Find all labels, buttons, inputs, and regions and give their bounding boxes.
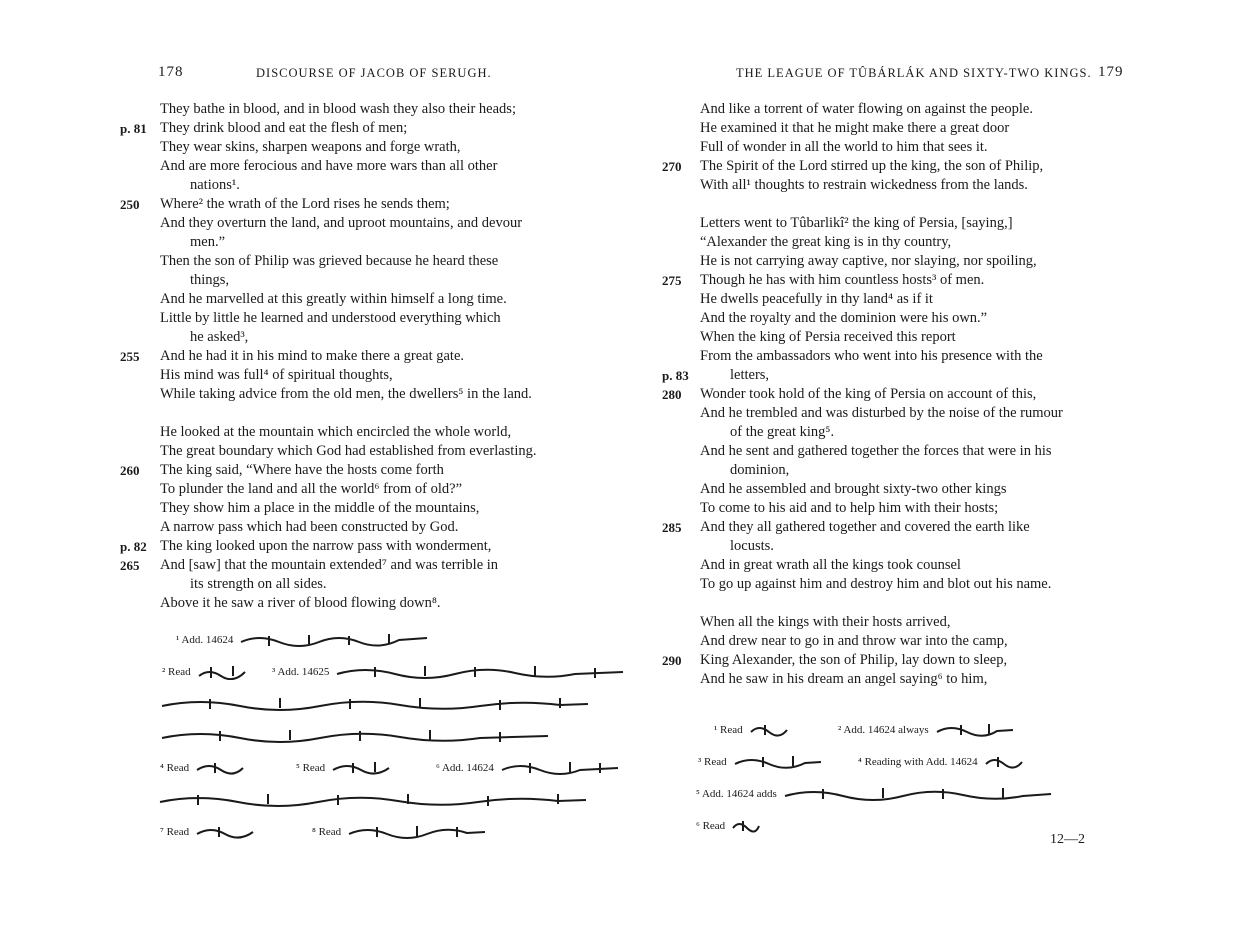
verse-text: King Alexander, the son of Philip, lay down to sleep, (700, 652, 1008, 668)
verse-line (668, 632, 1188, 651)
syriac-text (158, 792, 588, 808)
verse-text: A narrow pass which had been constructed by God. (160, 519, 459, 535)
line-number: p. 81 (120, 121, 147, 136)
right-page-number: 179 (1098, 64, 1124, 80)
footnote: ⁵ Read (296, 754, 391, 782)
syriac-text (195, 824, 255, 840)
verse-line (668, 537, 1188, 556)
verse-line (668, 499, 1188, 518)
syriac-text (160, 696, 590, 712)
verse-text: From the ambassadors who went into his presence with the (700, 348, 1043, 364)
verse-line (668, 100, 1188, 119)
verse-line (120, 328, 640, 347)
footnote: ⁵ Add. 14624 adds (696, 780, 1053, 808)
footnote: ⁸ Read (312, 818, 487, 846)
syriac-text (731, 818, 761, 834)
right-verse-lines (662, 100, 1188, 689)
verse-line (120, 176, 640, 195)
right-page (662, 0, 1188, 952)
line-number: 265 (120, 558, 140, 573)
verse-line (668, 556, 1188, 575)
verse-text: And they all gathered together and covered the earth like (700, 519, 1030, 535)
verse-line (120, 195, 640, 214)
verse-line (668, 309, 1188, 328)
stanza-break (668, 195, 1188, 214)
right-page-header (668, 66, 1188, 88)
footnote: ¹ Add. 14624 (176, 626, 429, 654)
syriac-text (347, 824, 487, 840)
left-page (120, 0, 640, 952)
verse-text: To go up against him and destroy him and blot out his name. (700, 576, 1052, 592)
verse-line (120, 214, 640, 233)
line-number: 290 (662, 653, 682, 668)
verse-line (120, 537, 640, 556)
verse-text: They bathe in blood, and in blood wash they also their heads; (160, 101, 516, 117)
line-number: p. 83 (662, 368, 689, 383)
verse-line (662, 271, 1188, 290)
footnote: ⁴ Reading with Add. 14624 (858, 748, 1024, 776)
syriac-text (197, 664, 247, 680)
verse-text: Letters went to Tûbarlikî² the king of Persia, [saying,] (700, 215, 1013, 231)
verse-line (668, 613, 1188, 632)
syriac-text (935, 722, 1015, 738)
verse-line (668, 214, 1188, 233)
footnote: ³ Add. 14625 (272, 658, 625, 686)
verse-text: With all¹ thoughts to restrain wickedness from the lands. (700, 177, 1028, 193)
verse-line (668, 442, 1188, 461)
verse-line (120, 461, 640, 480)
footnote: ⁴ Read (160, 754, 245, 782)
verse-line (120, 556, 640, 575)
verse-text: nations¹. (190, 177, 240, 193)
verse-text: And he had it in his mind to make there a great gate. (160, 348, 465, 364)
footnote: ² Add. 14624 always (838, 716, 1015, 744)
right-footnotes (668, 716, 1188, 844)
line-number: p. 82 (120, 539, 147, 554)
verse-text: While taking advice from the old men, the dwellers⁵ in the land. (160, 386, 532, 402)
verse-text: And are more ferocious and have more wars than all other (160, 158, 498, 174)
syriac-text (239, 632, 429, 648)
verse-line (662, 366, 1188, 385)
verse-text: Then the son of Philip was grieved because he heard these (160, 253, 499, 269)
syriac-text (331, 760, 391, 776)
verse-line (120, 442, 640, 461)
verse-line (668, 670, 1188, 689)
footnote: ⁶ Add. 14624 (436, 754, 620, 782)
syriac-text (783, 786, 1053, 802)
verse-line (120, 575, 640, 594)
verse-line (668, 138, 1188, 157)
left-verse-lines (120, 100, 640, 613)
stanza-break (120, 404, 640, 423)
verse-text: They drink blood and eat the flesh of men; (160, 120, 408, 136)
verse-line (668, 480, 1188, 499)
verse-line (668, 347, 1188, 366)
verse-text: And like a torrent of water flowing on against the people. (700, 101, 1033, 117)
verse-text: And he sent and gathered together the forces that were in his (700, 443, 1052, 459)
verse-text: The king said, “Where have the hosts come forth (160, 462, 444, 478)
verse-text: things, (190, 272, 230, 288)
verse-line (120, 290, 640, 309)
verse-line (668, 176, 1188, 195)
verse-text: Full of wonder in all the world to him that sees it. (700, 139, 988, 155)
verse-line (120, 480, 640, 499)
verse-text: men.” (190, 234, 226, 250)
verse-text: He is not carrying away captive, nor slaying, nor spoiling, (700, 253, 1037, 269)
footnote: ² Read (162, 658, 247, 686)
syriac-text (500, 760, 620, 776)
verse-line (668, 423, 1188, 442)
verse-text: of the great king⁵. (730, 424, 835, 440)
line-number: 275 (662, 273, 682, 288)
verse-line (120, 423, 640, 442)
signature-mark: 12—2 (1050, 832, 1085, 847)
verse-text: And he marvelled at this greatly within himself a long time. (160, 291, 507, 307)
verse-text: And he trembled and was disturbed by the noise of the rumour (700, 405, 1063, 421)
syriac-text (335, 664, 625, 680)
verse-line (120, 233, 640, 252)
verse-text: letters, (730, 367, 770, 383)
verse-line (662, 157, 1188, 176)
verse-line (120, 119, 640, 138)
line-number: 270 (662, 159, 682, 174)
verse-text: Above it he saw a river of blood flowing down⁸. (160, 595, 441, 611)
verse-text: The Spirit of the Lord stirred up the king, the son of Philip, (700, 158, 1044, 174)
verse-line (120, 271, 640, 290)
left-footnotes (120, 626, 640, 850)
verse-text: When the king of Persia received this report (700, 329, 956, 345)
left-page-header (120, 66, 640, 88)
verse-line (120, 347, 640, 366)
verse-line (120, 100, 640, 119)
stanza-break (668, 594, 1188, 613)
verse-text: And drew near to go in and throw war into the camp, (700, 633, 1008, 649)
verse-text: The king looked upon the narrow pass with wonderment, (160, 538, 492, 554)
verse-text: When all the kings with their hosts arrived, (700, 614, 951, 630)
verse-text: They show him a place in the middle of the mountains, (160, 500, 480, 516)
verse-line (668, 404, 1188, 423)
verse-line (668, 461, 1188, 480)
verse-line (120, 499, 640, 518)
verse-text: He looked at the mountain which encircled the whole world, (160, 424, 512, 440)
syriac-text (195, 760, 245, 776)
syriac-text (160, 728, 550, 744)
verse-line (120, 157, 640, 176)
footnote: ⁶ Read (696, 812, 761, 840)
footnote: ⁷ Read (160, 818, 255, 846)
footnote: ³ Read (698, 748, 823, 776)
verse-text: Though he has with him countless hosts³ of men. (700, 272, 985, 288)
verse-text: And he saw in his dream an angel saying⁶ to him, (700, 671, 988, 687)
line-number: 260 (120, 463, 140, 478)
line-number: 250 (120, 197, 140, 212)
verse-text: The great boundary which God had established from everlasting. (160, 443, 537, 459)
verse-line (662, 518, 1188, 537)
verse-text: And the royalty and the dominion were his own.” (700, 310, 988, 326)
verse-line (668, 575, 1188, 594)
verse-line (120, 518, 640, 537)
verse-text: he asked³, (190, 329, 249, 345)
footnote: ¹ Read (714, 716, 789, 744)
verse-text: He examined it that he might make there a great door (700, 120, 1010, 136)
verse-text: Little by little he learned and understood everything which (160, 310, 501, 326)
verse-line (668, 290, 1188, 309)
verse-text: locusts. (730, 538, 774, 554)
verse-text: And [saw] that the mountain extended⁷ and was terrible in (160, 557, 499, 573)
left-page-number: 178 (158, 64, 184, 80)
verse-text: And in great wrath all the kings took counsel (700, 557, 961, 573)
verse-text: To come to his aid and to help him with their hosts; (700, 500, 999, 516)
syriac-text (733, 754, 823, 770)
verse-line (668, 328, 1188, 347)
line-number: 285 (662, 520, 682, 535)
verse-line (668, 252, 1188, 271)
verse-line (120, 309, 640, 328)
left-running-title: DISCOURSE OF JACOB OF SERUGH. (256, 66, 492, 80)
verse-text: He dwells peacefully in thy land⁴ as if it (700, 291, 933, 307)
verse-text: Where² the wrath of the Lord rises he sends them; (160, 196, 450, 212)
verse-text: dominion, (730, 462, 790, 478)
verse-text: His mind was full⁴ of spiritual thoughts, (160, 367, 393, 383)
verse-line (120, 138, 640, 157)
verse-line (120, 594, 640, 613)
verse-text: And he assembled and brought sixty-two other kings (700, 481, 1007, 497)
line-number: 280 (662, 387, 682, 402)
verse-text: its strength on all sides. (190, 576, 327, 592)
verse-line (120, 366, 640, 385)
right-running-title: THE LEAGUE OF TÛBÁRLÁK AND SIXTY-TWO KINGS. (736, 66, 1092, 80)
verse-text: And they overturn the land, and uproot mountains, and devour (160, 215, 523, 231)
verse-line (662, 651, 1188, 670)
syriac-text (984, 754, 1024, 770)
verse-line (120, 385, 640, 404)
verse-text: They wear skins, sharpen weapons and forge wrath, (160, 139, 461, 155)
verse-text: “Alexander the great king is in thy country, (700, 234, 952, 250)
syriac-text (749, 722, 789, 738)
verse-line (120, 252, 640, 271)
verse-line (668, 233, 1188, 252)
line-number: 255 (120, 349, 140, 364)
verse-line (668, 119, 1188, 138)
verse-line (662, 385, 1188, 404)
verse-text: To plunder the land and all the world⁶ from of old?” (160, 481, 463, 497)
verse-text: Wonder took hold of the king of Persia on account of this, (700, 386, 1037, 402)
